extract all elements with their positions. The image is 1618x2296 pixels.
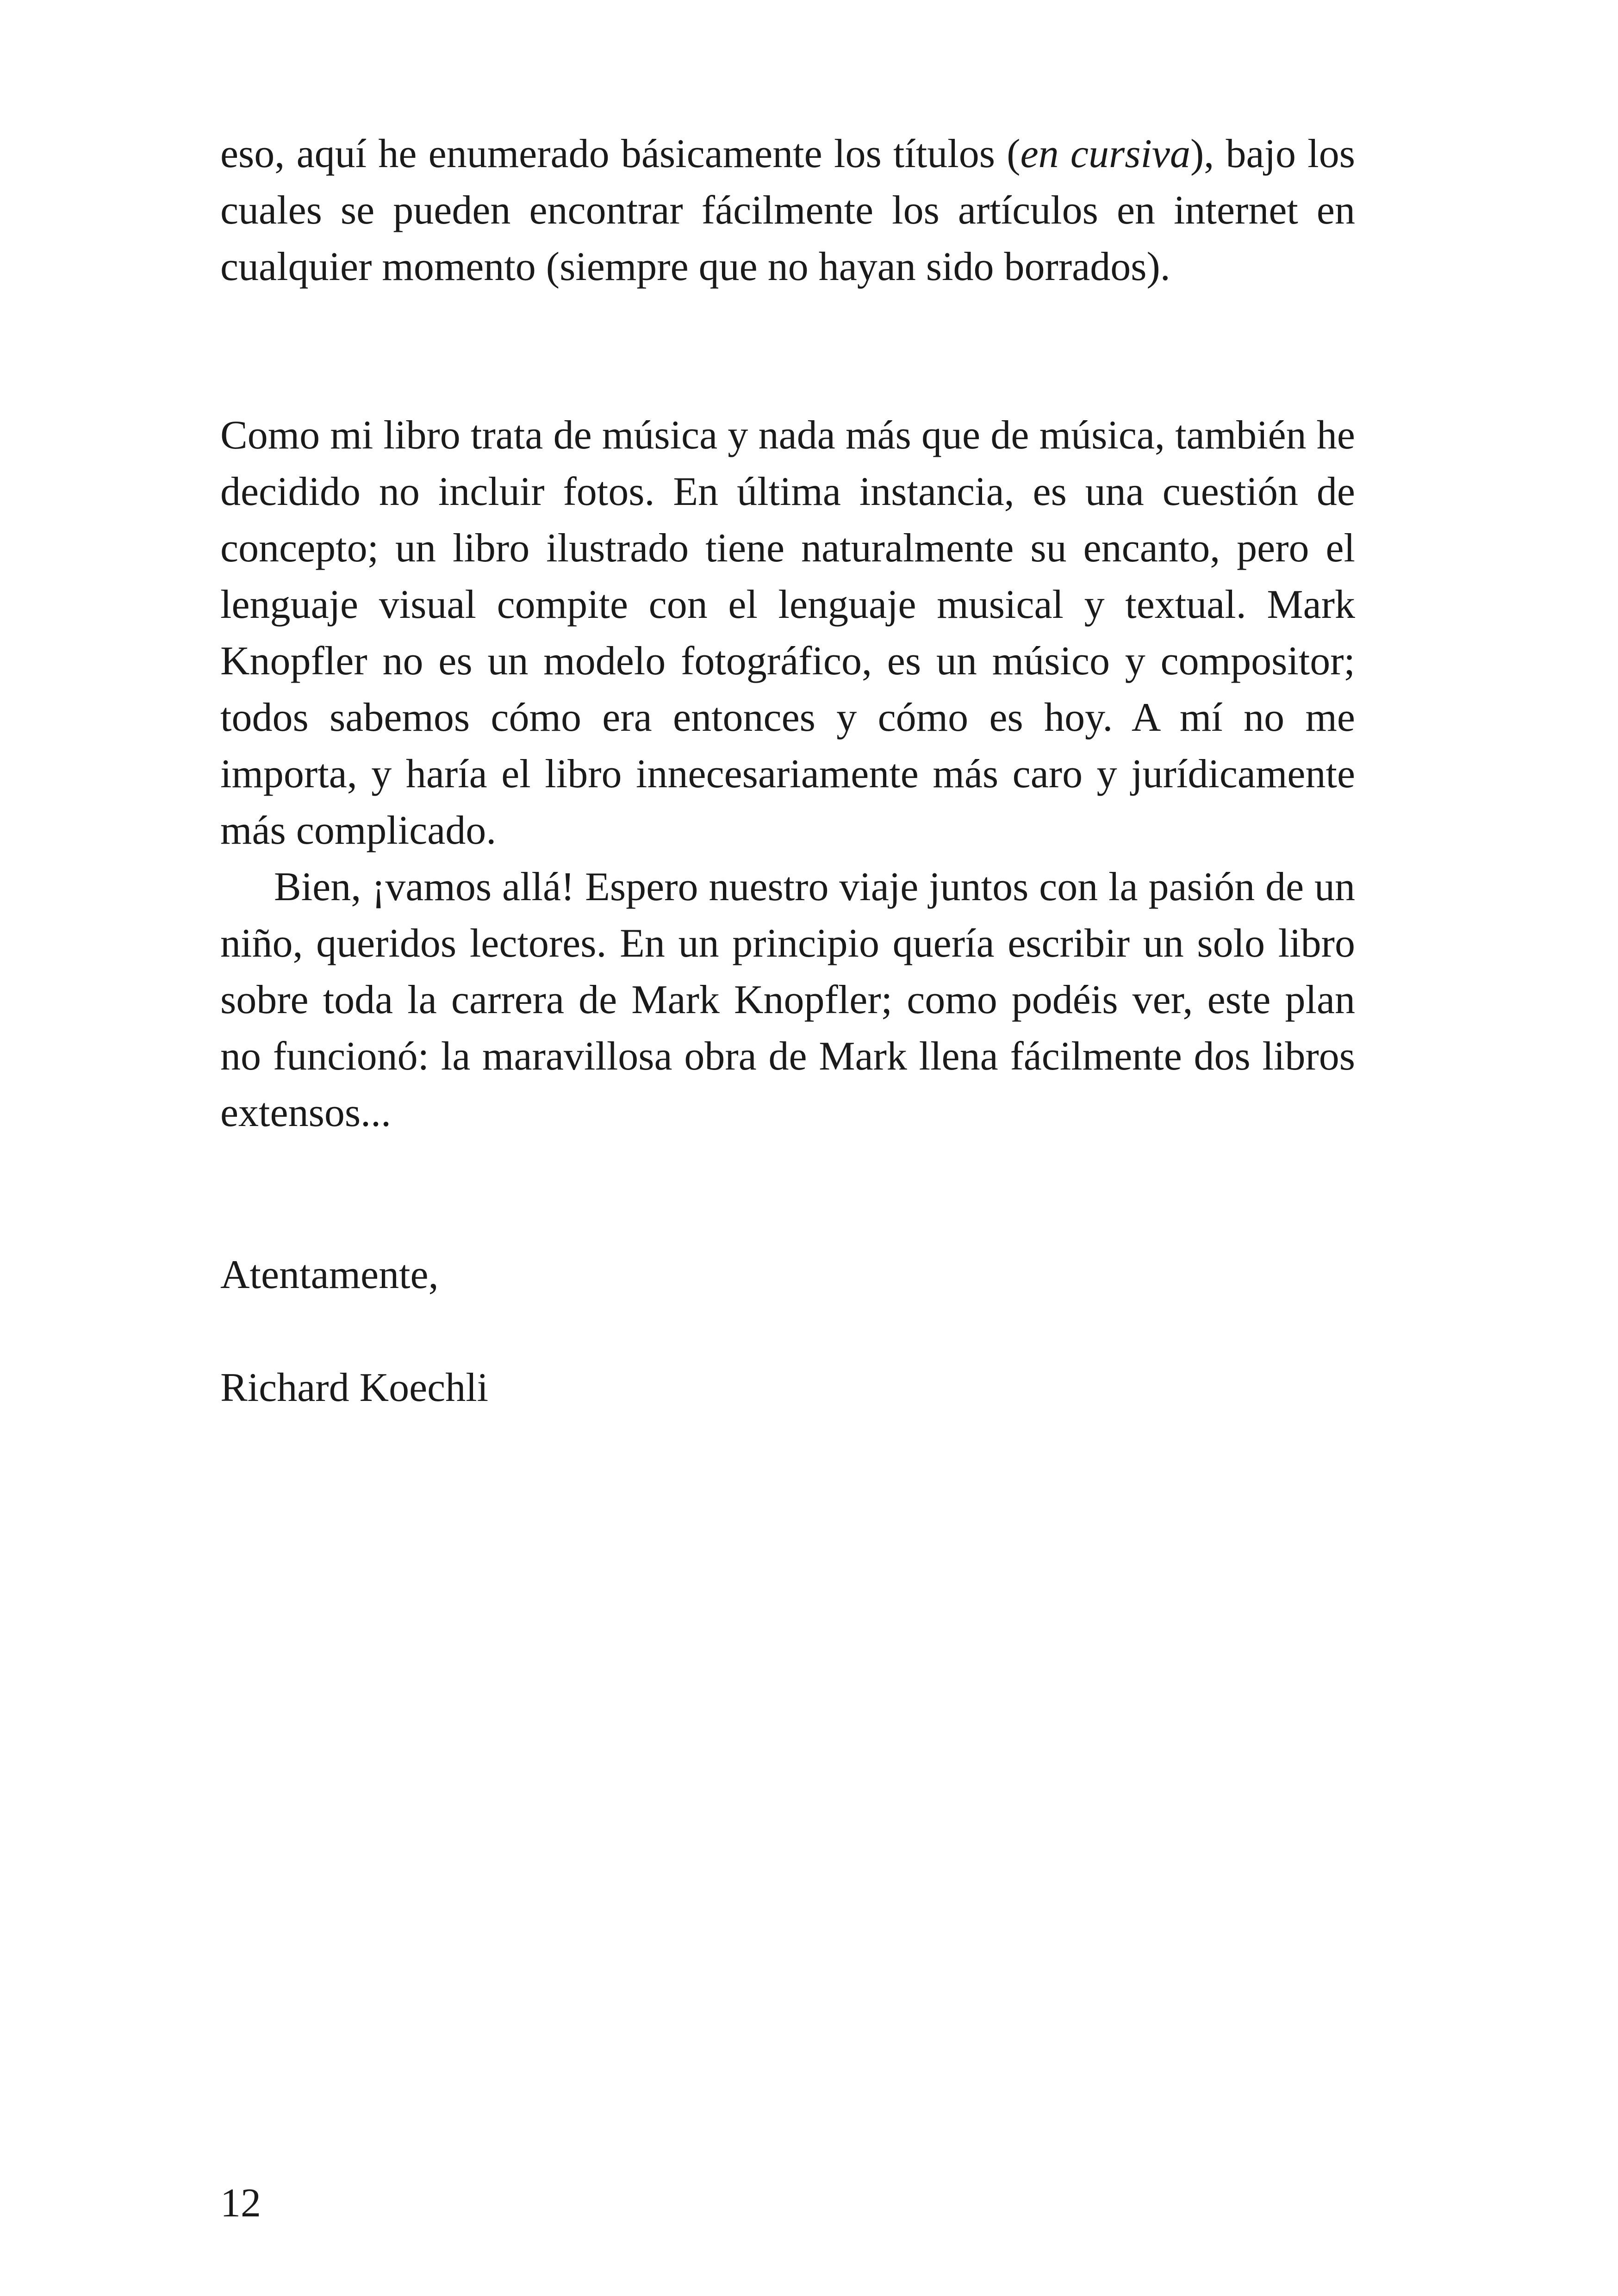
italic-phrase: en cursiva	[1020, 131, 1190, 176]
closing-salutation: Atentamente,	[220, 1252, 439, 1297]
intro-text-block	[220, 126, 1355, 295]
page-number: 12	[220, 2181, 261, 2226]
author-signature: Richard Koechli	[220, 1365, 489, 1410]
paragraph-titles-note-start: eso, aquí he enumerado básicamente los títulos (	[220, 131, 1021, 176]
paragraph-titles-note-end: ), bajo los cuales se pueden encontrar fácilmente los artículos en internet en cualquier momento (siempre que no hayan sido borrados).	[220, 131, 1356, 289]
paragraph-titles-note	[220, 126, 1355, 295]
paragraph-no-photos: Como mi libro trata de música y nada más que de música, también he decidido no incluir fotos. En última instancia, es una cuestión de concepto; un libro ilustrado tiene naturalmente su encanto, pero el lenguaje visual compite con el lenguaje musical y textual. Mark Knopfler no es un modelo fotográfico, es un músico y compositor; todos sabemos cómo era entonces y cómo es hoy. A mí no me importa, y haría el libro innecesariamente más caro y jurídicamente más complicado.	[220, 413, 1355, 853]
main-text-block	[220, 407, 1355, 1141]
paragraph-lets-go: Bien, ¡vamos allá! Espero nuestro viaje juntos con la pasión de un niño, queridos lectores. En un principio quería escribir un solo libro sobre toda la carrera de Mark Knopfler; como podéis ver, este plan no funcionó: la maravillosa obra de Mark llena fácilmente dos libros extensos...	[220, 865, 1355, 1135]
